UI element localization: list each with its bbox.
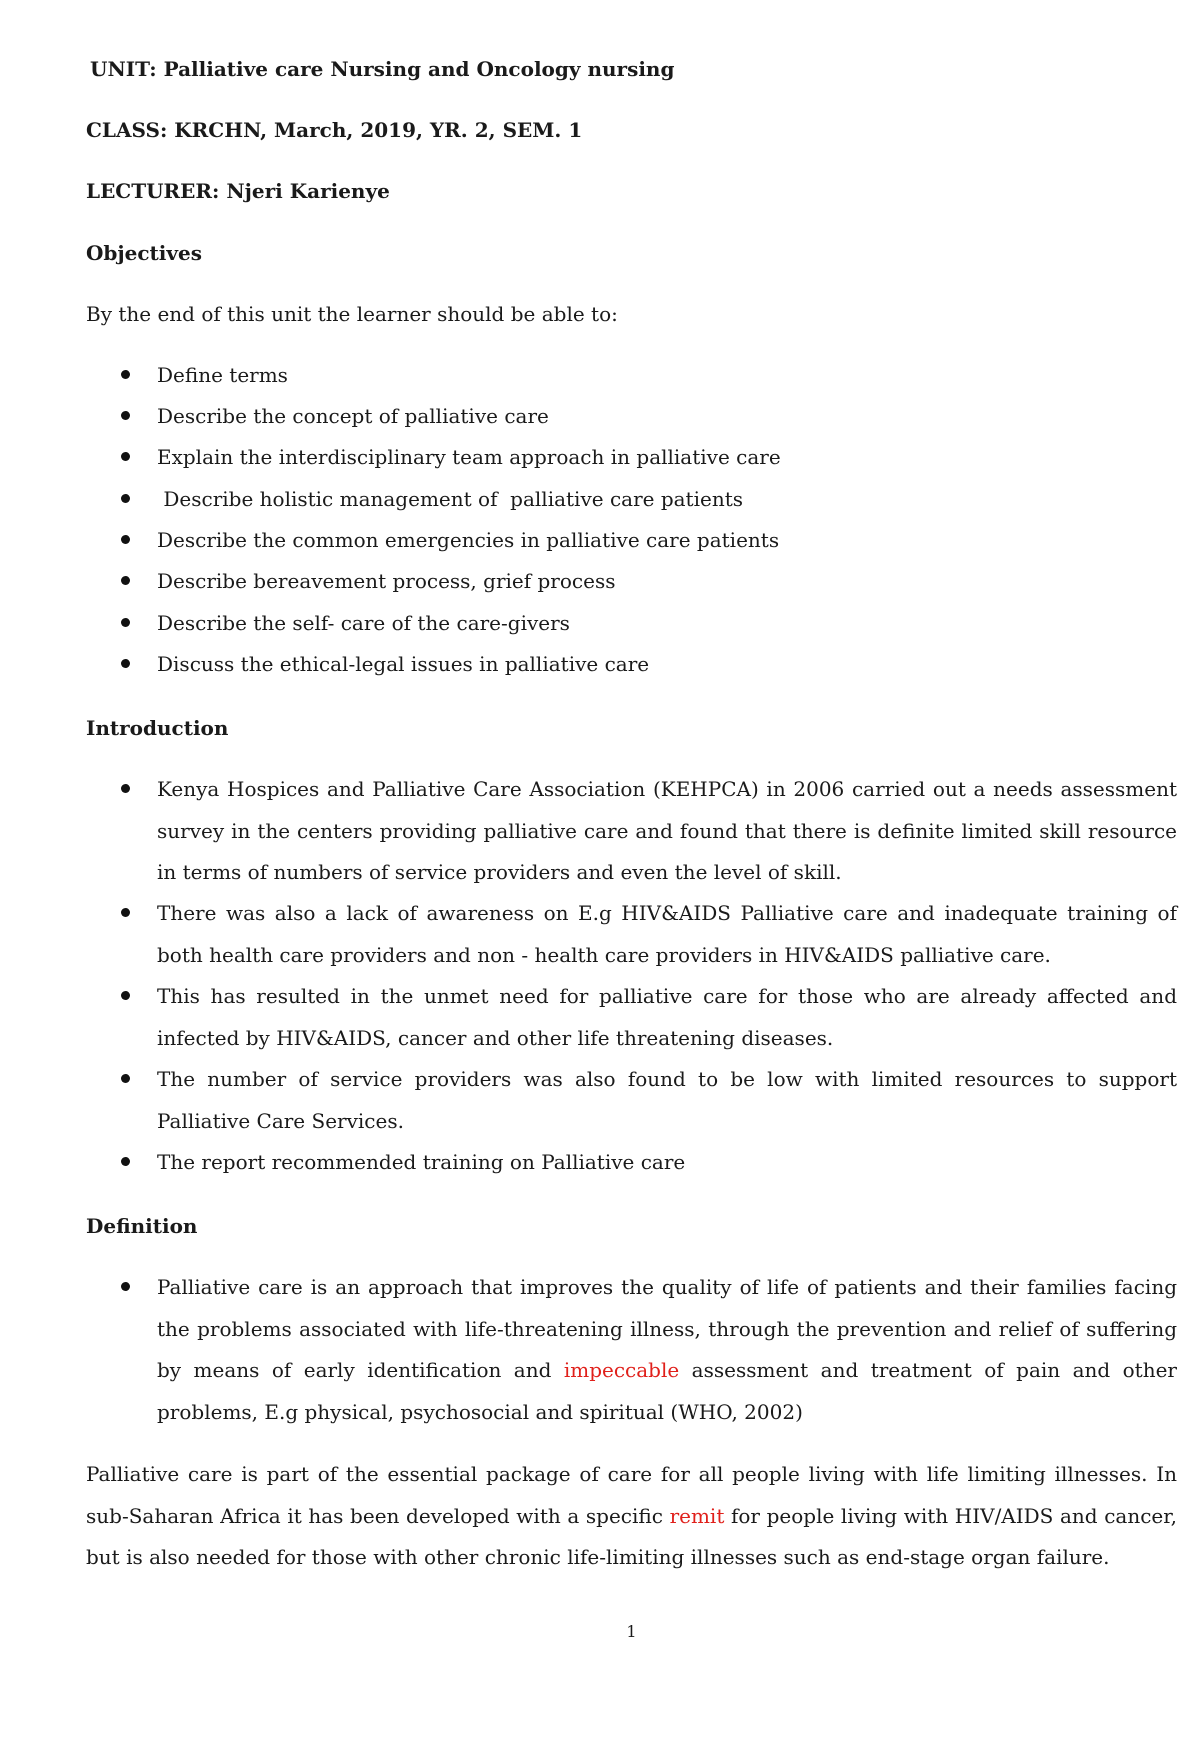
bullet-icon [121,908,130,917]
definition-text-end: assessment and treatment of pain and other problems, E.g physical, psychosocial and spiritual (WHO, 2002) [157,1358,1177,1424]
bullet-icon [121,452,130,461]
bullet-icon [121,411,130,420]
introduction-item: The report recommended training on Palliative care [157,1150,686,1174]
highlighted-term: remit [669,1503,725,1528]
bullet-icon [121,1157,130,1166]
introduction-item: This has resulted in the unmet need for palliative care for those who are already affected and infected by HIV&AIDS, cancer and other life threatening diseases. [157,984,1177,1050]
definition-text-start: Palliative care is an approach that improves the quality of life of patients and their families facing the problems associated with life-threatening illness, through the prevention and relief of suffering by means of early identification and [157,1275,1177,1382]
objective-item: Define terms [157,363,288,387]
bullet-icon [121,1282,130,1291]
bullet-icon [121,618,130,627]
bullet-icon [121,659,130,668]
objective-item: Discuss the ethical-legal issues in palliative care [157,652,650,676]
objective-item: Describe holistic management of palliative care patients [157,487,744,511]
objective-item: Describe bereavement process, grief process [157,569,616,593]
unit-title: UNIT: Palliative care Nursing and Oncology nursing [90,57,675,81]
objective-item: Describe the concept of palliative care [157,404,549,428]
objective-item: Describe the self- care of the care-givers [157,611,570,635]
introduction-item: Kenya Hospices and Palliative Care Association (KEHPCA) in 2006 carried out a needs assessment survey in the centers providing palliative care and found that there is definite limited skill resource in terms of numbers of service providers and even the level of skill. [157,777,1177,884]
objective-item: Explain the interdisciplinary team approach in palliative care [157,445,781,469]
body-paragraph [86,1454,1177,1579]
bullet-icon [121,1074,130,1083]
paragraph-text-start: Palliative care is part of the essential package of care for all people living with life limiting illnesses. In sub-Saharan Africa it has been developed with a specific [86,1462,1177,1528]
bullet-icon [121,535,130,544]
class-info: CLASS: KRCHN, March, 2019, YR. 2, SEM. 1 [86,118,583,142]
bullet-icon [121,494,130,503]
bullet-icon [121,576,130,585]
lecturer-info: LECTURER: Njeri Karienye [86,179,390,203]
introduction-item: There was also a lack of awareness on E.g HIV&AIDS Palliative care and inadequate training of both health care providers and non - health care providers in HIV&AIDS palliative care. [157,901,1177,967]
definition-heading: Definition [86,1214,198,1238]
introduction-heading: Introduction [86,716,229,740]
paragraph-text-end: for people living with HIV/AIDS and cancer, but is also needed for those with other chronic life-limiting illnesses such as end-stage organ failure. [86,1503,1177,1569]
definition-item [157,1267,1177,1433]
page-number: 1 [626,1622,637,1641]
bullet-icon [121,991,130,1000]
objectives-heading: Objectives [86,241,202,265]
introduction-item: The number of service providers was also found to be low with limited resources to support Palliative Care Services. [157,1067,1177,1133]
bullet-icon [121,370,130,379]
highlighted-term: impeccable [563,1358,680,1382]
objectives-intro: By the end of this unit the learner should be able to: [86,302,618,326]
bullet-icon [121,784,130,793]
objective-item: Describe the common emergencies in palliative care patients [157,528,780,552]
